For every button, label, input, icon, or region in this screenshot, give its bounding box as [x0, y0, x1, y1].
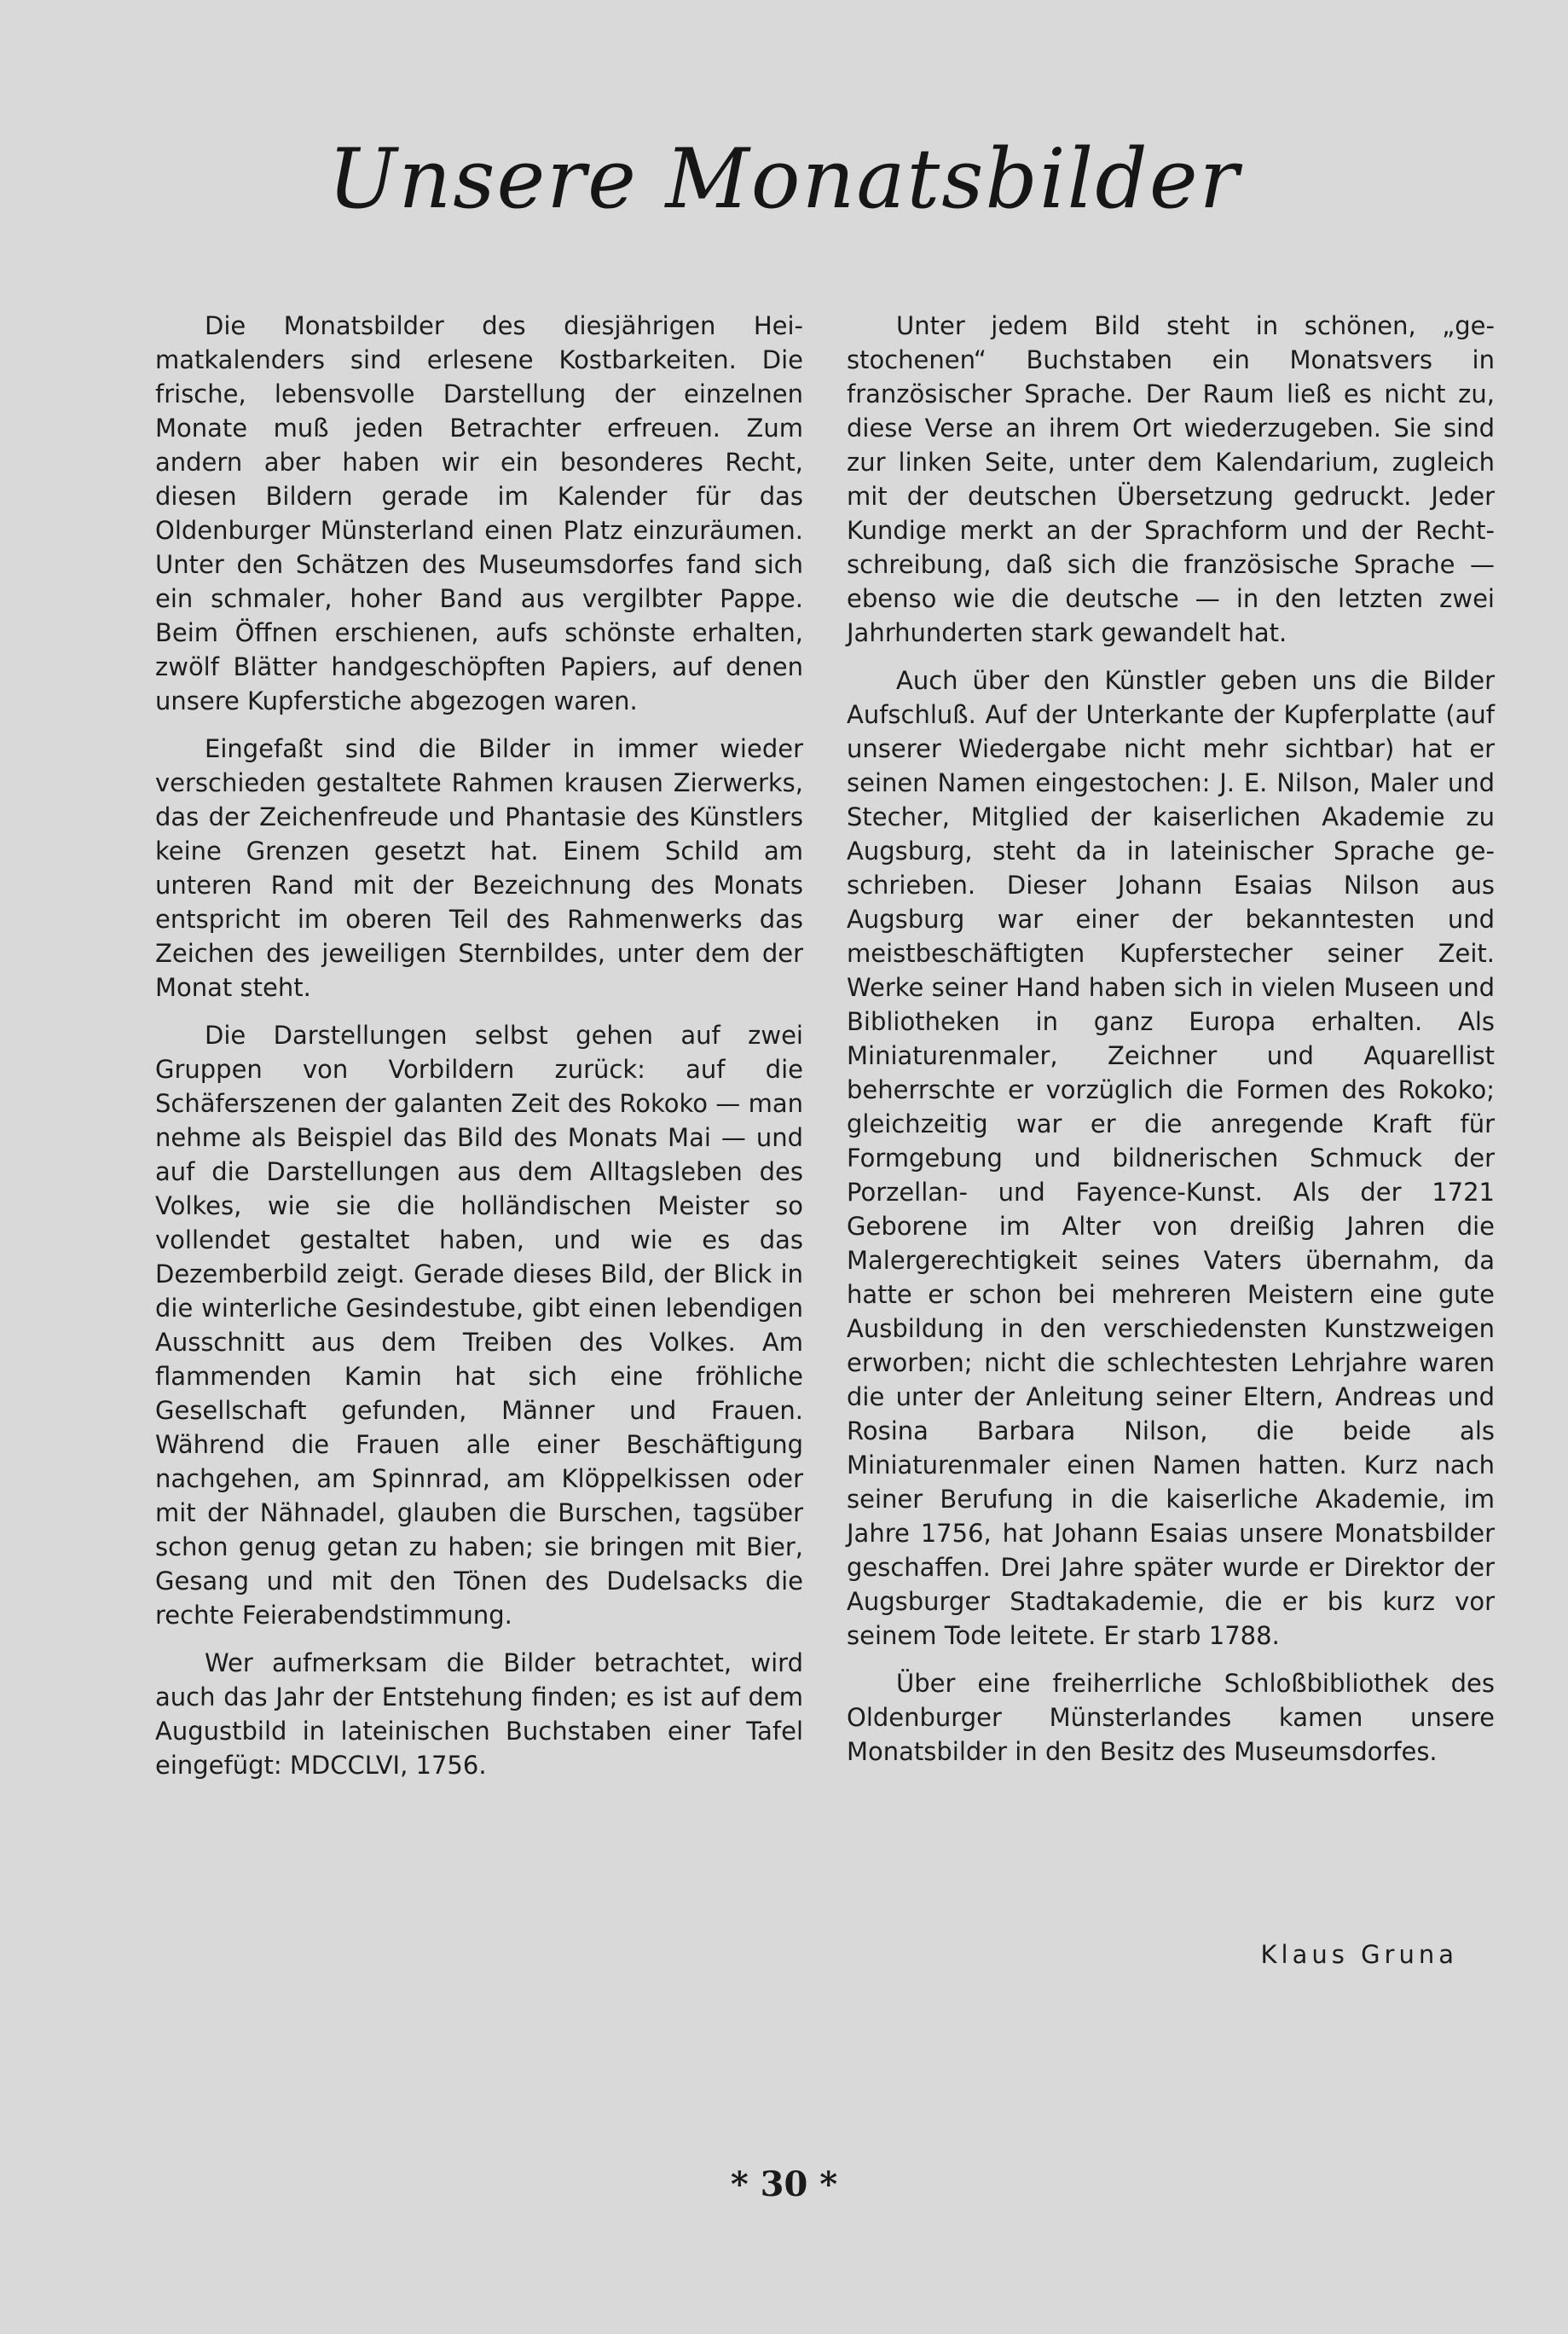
text-column-right [847, 309, 1495, 1782]
text-column-left [155, 309, 803, 1796]
paragraph: Über eine freiherrliche Schloßbibliothek des Oldenburger Münsterlandes kamen unsere Monatsbilder in den Besitz des Museumsdorfes. [847, 1669, 1495, 1766]
paragraph: Die Monatsbilder des diesjährigen Heimatkalenders sind erlesene Kostbarkeiten. Die frische, lebensvolle Darstellung der einzelnen Monate muß jeden Betrachter erfreuen. Zum andern aber haben wir ein besonderes Recht, diesen Bildern gerade im Kalender für das Oldenburger Münsterland einen Platz einzuräumen. Unter den Schätzen des Museumsdorfes fand sich ein schmaler, hoher Band aus vergilbter Pappe. Beim Öffnen erschienen, aufs schönste erhalten, zwölf Blätter handgeschöpften Papiers, auf denen unsere Kupferstiche abgezogen waren. [155, 311, 803, 715]
author-signature: Klaus Gruna [1260, 1940, 1458, 1969]
paragraph: Eingefaßt sind die Bilder in immer wieder verschieden gestaltete Rahmen krausen Zierwerks, das der Zeichenfreude und Phantasie des Künstlers keine Grenzen gesetzt hat. Einem Schild am unteren Rand mit der Bezeichnung des Monats entspricht im oberen Teil des Rahmenwerks das Zeichen des jeweiligen Sternbildes, unter dem der Monat steht. [155, 734, 803, 1002]
paragraph: Wer aufmerksam die Bilder betrachtet, wird auch das Jahr der Entstehung finden; es ist auf dem Augustbild in lateinischen Buchstaben einer Tafel eingefügt: MDCCLVI, 1756. [155, 1648, 803, 1780]
page-number: * 30 * [730, 2164, 838, 2204]
page-title: Unsere Monatsbilder [327, 131, 1241, 227]
paragraph: Die Darstellungen selbst gehen auf zwei Gruppen von Vorbildern zurück: auf die Schäferszenen der galanten Zeit des Rokoko — man nehme als Beispiel das Bild des Monats Mai — und auf die Darstellungen aus dem Alltagsleben des Volkes, wie sie die holländischen Meister so vollendet gestaltet haben, und wie es das Dezemberbild zeigt. Gerade dieses Bild, der Blick in die winterliche Gesindestube, gibt einen lebendigen Ausschnitt aus dem Treiben des Volkes. Am flammenden Kamin hat sich eine fröhliche Gesellschaft gefunden, Männer und Frauen. Während die Frauen alle einer Beschäftigung nachgehen, am Spinnrad, am Klöppelkissen oder mit der Nähnadel, glauben die Burschen, tagsüber schon genug getan zu haben; sie bringen mit Bier, Gesang und mit den Tönen des Dudelsacks die rechte Feierabendstimmung. [155, 1021, 803, 1630]
paragraph: Unter jedem Bild steht in schönen, „gestochenen“ Buchstaben ein Monatsvers in französischer Sprache. Der Raum ließ es nicht zu, diese Verse an ihrem Ort wiederzugeben. Sie sind zur linken Seite, unter dem Kalendarium, zugleich mit der deutschen Übersetzung gedruckt. Jeder Kundige merkt an der Sprachform und der Rechtschreibung, daß sich die französische Sprache — ebenso wie die deutsche — in den letzten zwei Jahrhunderten stark gewandelt hat. [847, 311, 1495, 647]
paragraph: Auch über den Künstler geben uns die Bilder Aufschluß. Auf der Unterkante der Kupferplatte (auf unserer Wiedergabe nicht mehr sichtbar) hat er seinen Namen eingestochen: J. E. Nilson, Maler und Stecher, Mitglied der kaiserlichen Akademie zu Augsburg, steht da in lateinischer Sprache geschrieben. Dieser Johann Esaias Nilson aus Augsburg war einer der bekanntesten und meistbeschäftigten Kupferstecher seiner Zeit. Werke seiner Hand haben sich in vielen Museen und Bibliotheken in ganz Europa erhalten. Als Miniaturenmaler, Zeichner und Aquarellist beherrschte er vorzüglich die Formen des Rokoko; gleichzeitig war er die anregende Kraft für Formgebung und bildnerischen Schmuck der Porzellan- und Fayence-Kunst. Als der 1721 Geborene im Alter von dreißig Jahren die Malergerechtigkeit seines Vaters übernahm, da hatte er schon bei mehreren Meistern eine gute Ausbildung in den verschiedensten Kunstzweigen erworben; nicht die schlechtesten Lehrjahre waren die unter der Anleitung seiner Eltern, Andreas und Rosina Barbara Nilson, die beide als Miniaturenmaler einen Namen hatten. Kurz nach seiner Berufung in die kaiserliche Akademie, im Jahre 1756, hat Johann Esaias unsere Monatsbilder geschaffen. Drei Jahre später wurde er Direktor der Augsburger Stadtakademie, die er bis kurz vor seinem Tode leitete. Er starb 1788. [847, 666, 1495, 1650]
